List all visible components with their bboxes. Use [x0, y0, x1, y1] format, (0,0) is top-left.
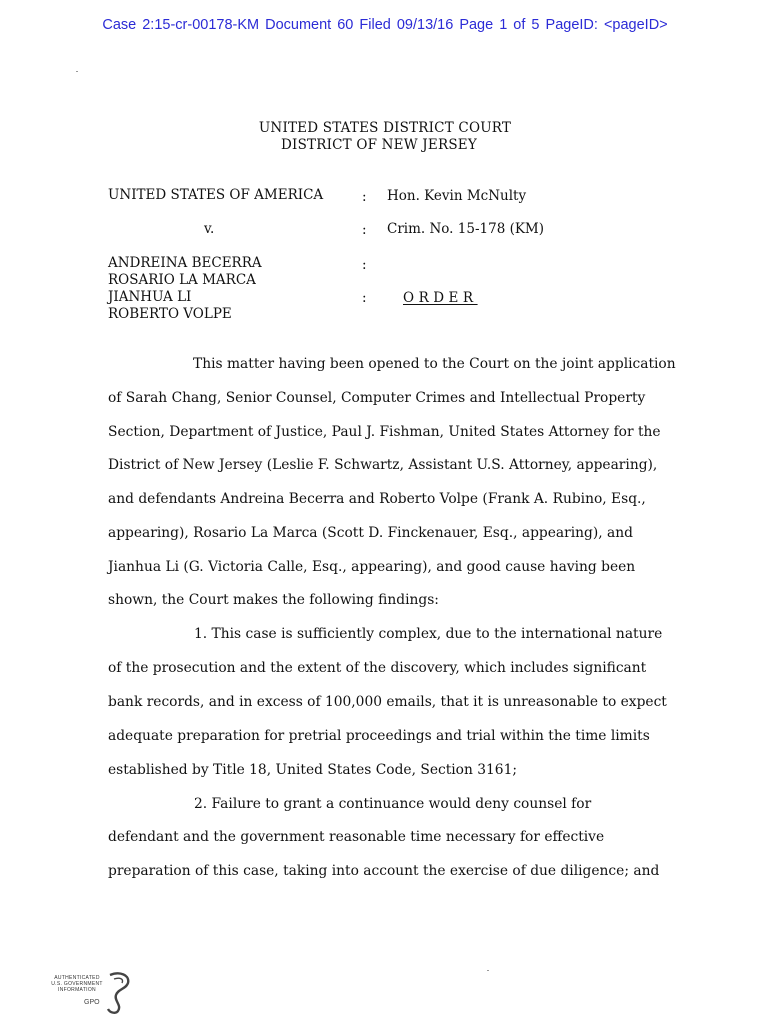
court-name: UNITED STATES DISTRICT COURT [258, 120, 512, 136]
defendant-name: ANDREINA BECERRA [108, 255, 262, 271]
body-line: Section, Department of Justice, Paul J. Fishman, United States Attorney for the [108, 424, 661, 440]
judge-name: Hon. Kevin McNulty [387, 188, 527, 204]
defendant-name: ROSARIO LA MARCA [108, 272, 256, 288]
eagle-icon [104, 971, 134, 1015]
case-header: Case 2:15-cr-00178-KM Document 60 Filed 09/13/16 Page 1 of 5 PageID: <pageID> [102, 17, 668, 33]
gpo-authentication-seal [44, 971, 134, 1015]
body-line: This matter having been opened to the Court on the joint application [193, 356, 676, 372]
defendant-name: ROBERTO VOLPE [108, 306, 232, 322]
defendants-list [108, 255, 262, 323]
body-line: bank records, and in excess of 100,000 emails, that it is unreasonable to expect [108, 694, 667, 710]
criminal-number: Crim. No. 15-178 (KM) [387, 221, 545, 237]
seal-text-line: INFORMATION [58, 987, 96, 993]
plaintiff-name: UNITED STATES OF AMERICA [108, 187, 324, 203]
court-heading [0, 120, 770, 154]
seal-text [44, 975, 110, 993]
gpo-label: GPO [84, 999, 100, 1006]
body-line: adequate preparation for pretrial proceedings and trial within the time limits [108, 728, 650, 744]
scan-speck [487, 970, 489, 971]
body-line: and defendants Andreina Becerra and Roberto Volpe (Frank A. Rubino, Esq., [108, 491, 646, 507]
finding-1: 1. This case is sufficiently complex, due to the international nature [194, 626, 663, 642]
seal-text-line: U.S. GOVERNMENT [51, 981, 103, 987]
scan-speck [76, 71, 78, 72]
caption-separator: : [362, 257, 367, 273]
defendant-name: JIANHUA LI [108, 289, 192, 305]
court-district: DISTRICT OF NEW JERSEY [281, 137, 477, 153]
body-line: of Sarah Chang, Senior Counsel, Computer Crimes and Intellectual Property [108, 390, 646, 406]
body-line: established by Title 18, United States Code, Section 3161; [108, 762, 518, 778]
body-line: of the prosecution and the extent of the discovery, which includes significant [108, 660, 647, 676]
caption-separator: : [362, 222, 367, 238]
caption-separator: : [362, 189, 367, 205]
seal-text-line: AUTHENTICATED [54, 975, 100, 981]
finding-2: 2. Failure to grant a continuance would deny counsel for [194, 796, 592, 812]
versus-label: v. [204, 221, 215, 237]
body-line: appearing), Rosario La Marca (Scott D. Finckenauer, Esq., appearing), and [108, 525, 633, 541]
body-line: preparation of this case, taking into account the exercise of due diligence; and [108, 863, 660, 879]
body-line: Jianhua Li (G. Victoria Calle, Esq., appearing), and good cause having been [108, 559, 636, 575]
document-title: ORDER [403, 290, 478, 306]
body-line: defendant and the government reasonable time necessary for effective [108, 829, 605, 845]
body-line: District of New Jersey (Leslie F. Schwartz, Assistant U.S. Attorney, appearing), [108, 457, 658, 473]
caption-separator: : [362, 290, 367, 306]
body-line: shown, the Court makes the following findings: [108, 592, 439, 608]
